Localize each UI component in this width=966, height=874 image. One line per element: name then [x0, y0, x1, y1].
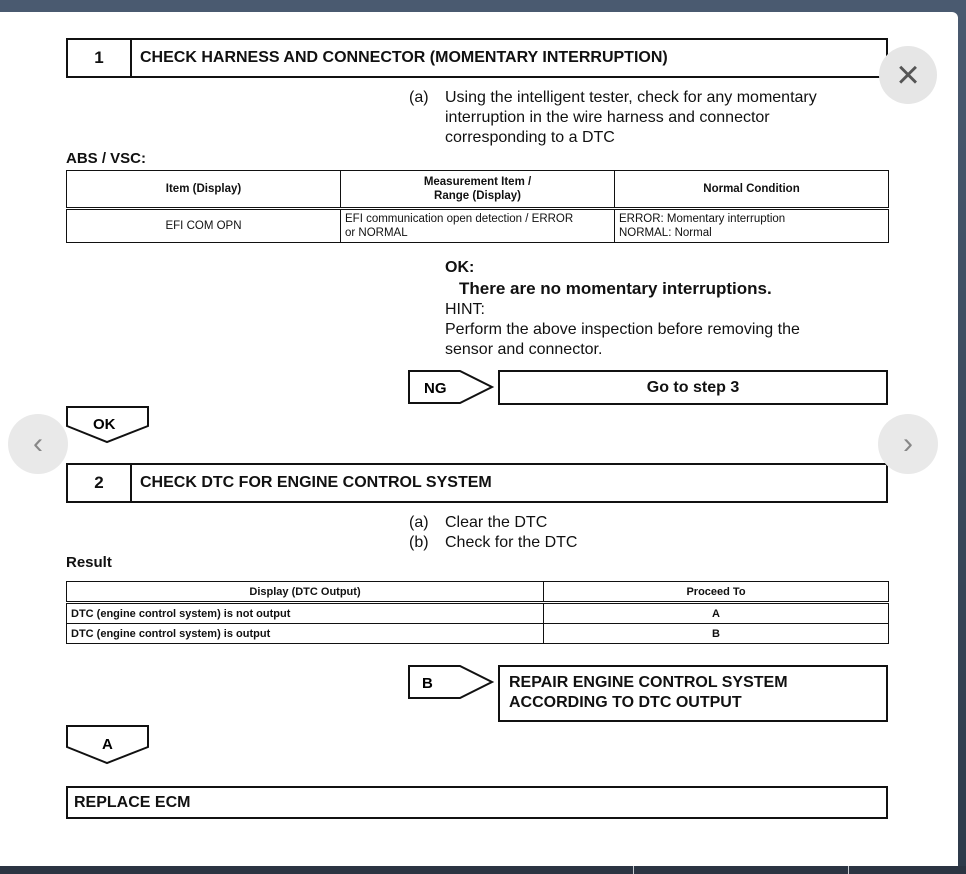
b-action-line: REPAIR ENGINE CONTROL SYSTEM [509, 674, 788, 691]
cell-normal: ERROR: Momentary interruption NORMAL: Normal [615, 209, 889, 243]
go-to-step-3-box[interactable] [498, 370, 888, 405]
table-header-row [67, 582, 889, 603]
result-label: Result [66, 554, 112, 571]
final-action-label: REPLACE ECM [74, 793, 191, 811]
chevron-left-icon: ‹ [33, 427, 43, 460]
bottom-toolbar [0, 866, 966, 874]
step1-title: CHECK HARNESS AND CONNECTOR (MOMENTARY INTERRUPTION) [140, 49, 668, 66]
step2-title: CHECK DTC FOR ENGINE CONTROL SYSTEM [140, 474, 492, 491]
b-tag-label: B [422, 675, 433, 692]
step2-header [66, 463, 888, 503]
abs-vsc-table [66, 170, 889, 243]
next-button[interactable] [878, 414, 938, 474]
step2-instruction-a: Clear the DTC [445, 514, 548, 531]
result-table [66, 581, 889, 644]
document-viewer-modal [0, 12, 958, 866]
header-measurement: Measurement Item / Range (Display) [341, 171, 615, 209]
step2-instruction-a-label: (a) [409, 514, 429, 531]
a-tag-label: A [102, 736, 113, 753]
hint-text: Perform the above inspection before removing the sensor and connector. [445, 321, 800, 358]
ng-tag [408, 370, 494, 404]
divider [848, 866, 849, 874]
a-tag [66, 725, 150, 765]
cell-display: DTC (engine control system) is not output [67, 603, 544, 624]
step2-instruction-b-label: (b) [409, 534, 429, 551]
step2-number: 2 [68, 465, 132, 501]
table-header-row [67, 171, 889, 209]
ok-label: OK: [445, 259, 475, 276]
step2-instruction-b: Check for the DTC [445, 534, 578, 551]
header-display: Display (DTC Output) [67, 582, 544, 603]
close-icon: × [896, 52, 920, 97]
b-tag [408, 665, 494, 699]
hint-label: HINT: [445, 301, 485, 318]
ok-tag [66, 406, 150, 444]
ok-condition: There are no momentary interruptions. [459, 279, 772, 298]
chevron-right-icon: › [903, 427, 913, 460]
table-row [67, 603, 889, 624]
cell-proceed: B [544, 624, 889, 644]
instruction-line: corresponding to a DTC [445, 129, 615, 146]
repair-engine-box[interactable] [498, 665, 888, 722]
ok-tag-label: OK [93, 416, 116, 433]
close-button[interactable] [879, 46, 937, 104]
instruction-line: Using the intelligent tester, check for any momentary [445, 89, 817, 106]
ng-tag-label: NG [424, 380, 447, 397]
step1-instruction-label: (a) [409, 89, 429, 106]
header-normal: Normal Condition [615, 171, 889, 209]
cell-item: EFI COM OPN [67, 209, 341, 243]
step1-number: 1 [68, 40, 132, 76]
cell-display: DTC (engine control system) is output [67, 624, 544, 644]
step1-instruction [445, 88, 875, 148]
abs-vsc-label: ABS / VSC: [66, 150, 147, 167]
replace-ecm-box [66, 786, 888, 819]
table-row [67, 624, 889, 644]
table-row [67, 209, 889, 243]
cell-proceed: A [544, 603, 889, 624]
step1-header [66, 38, 888, 78]
previous-button[interactable] [8, 414, 68, 474]
b-action-line: ACCORDING TO DTC OUTPUT [509, 694, 742, 711]
divider [633, 866, 634, 874]
ng-action-label: Go to step 3 [646, 378, 740, 396]
header-proceed: Proceed To [544, 582, 889, 603]
cell-measurement: EFI communication open detection / ERROR or NORMAL [341, 209, 615, 243]
instruction-line: interruption in the wire harness and connector [445, 109, 770, 126]
header-item: Item (Display) [67, 171, 341, 209]
